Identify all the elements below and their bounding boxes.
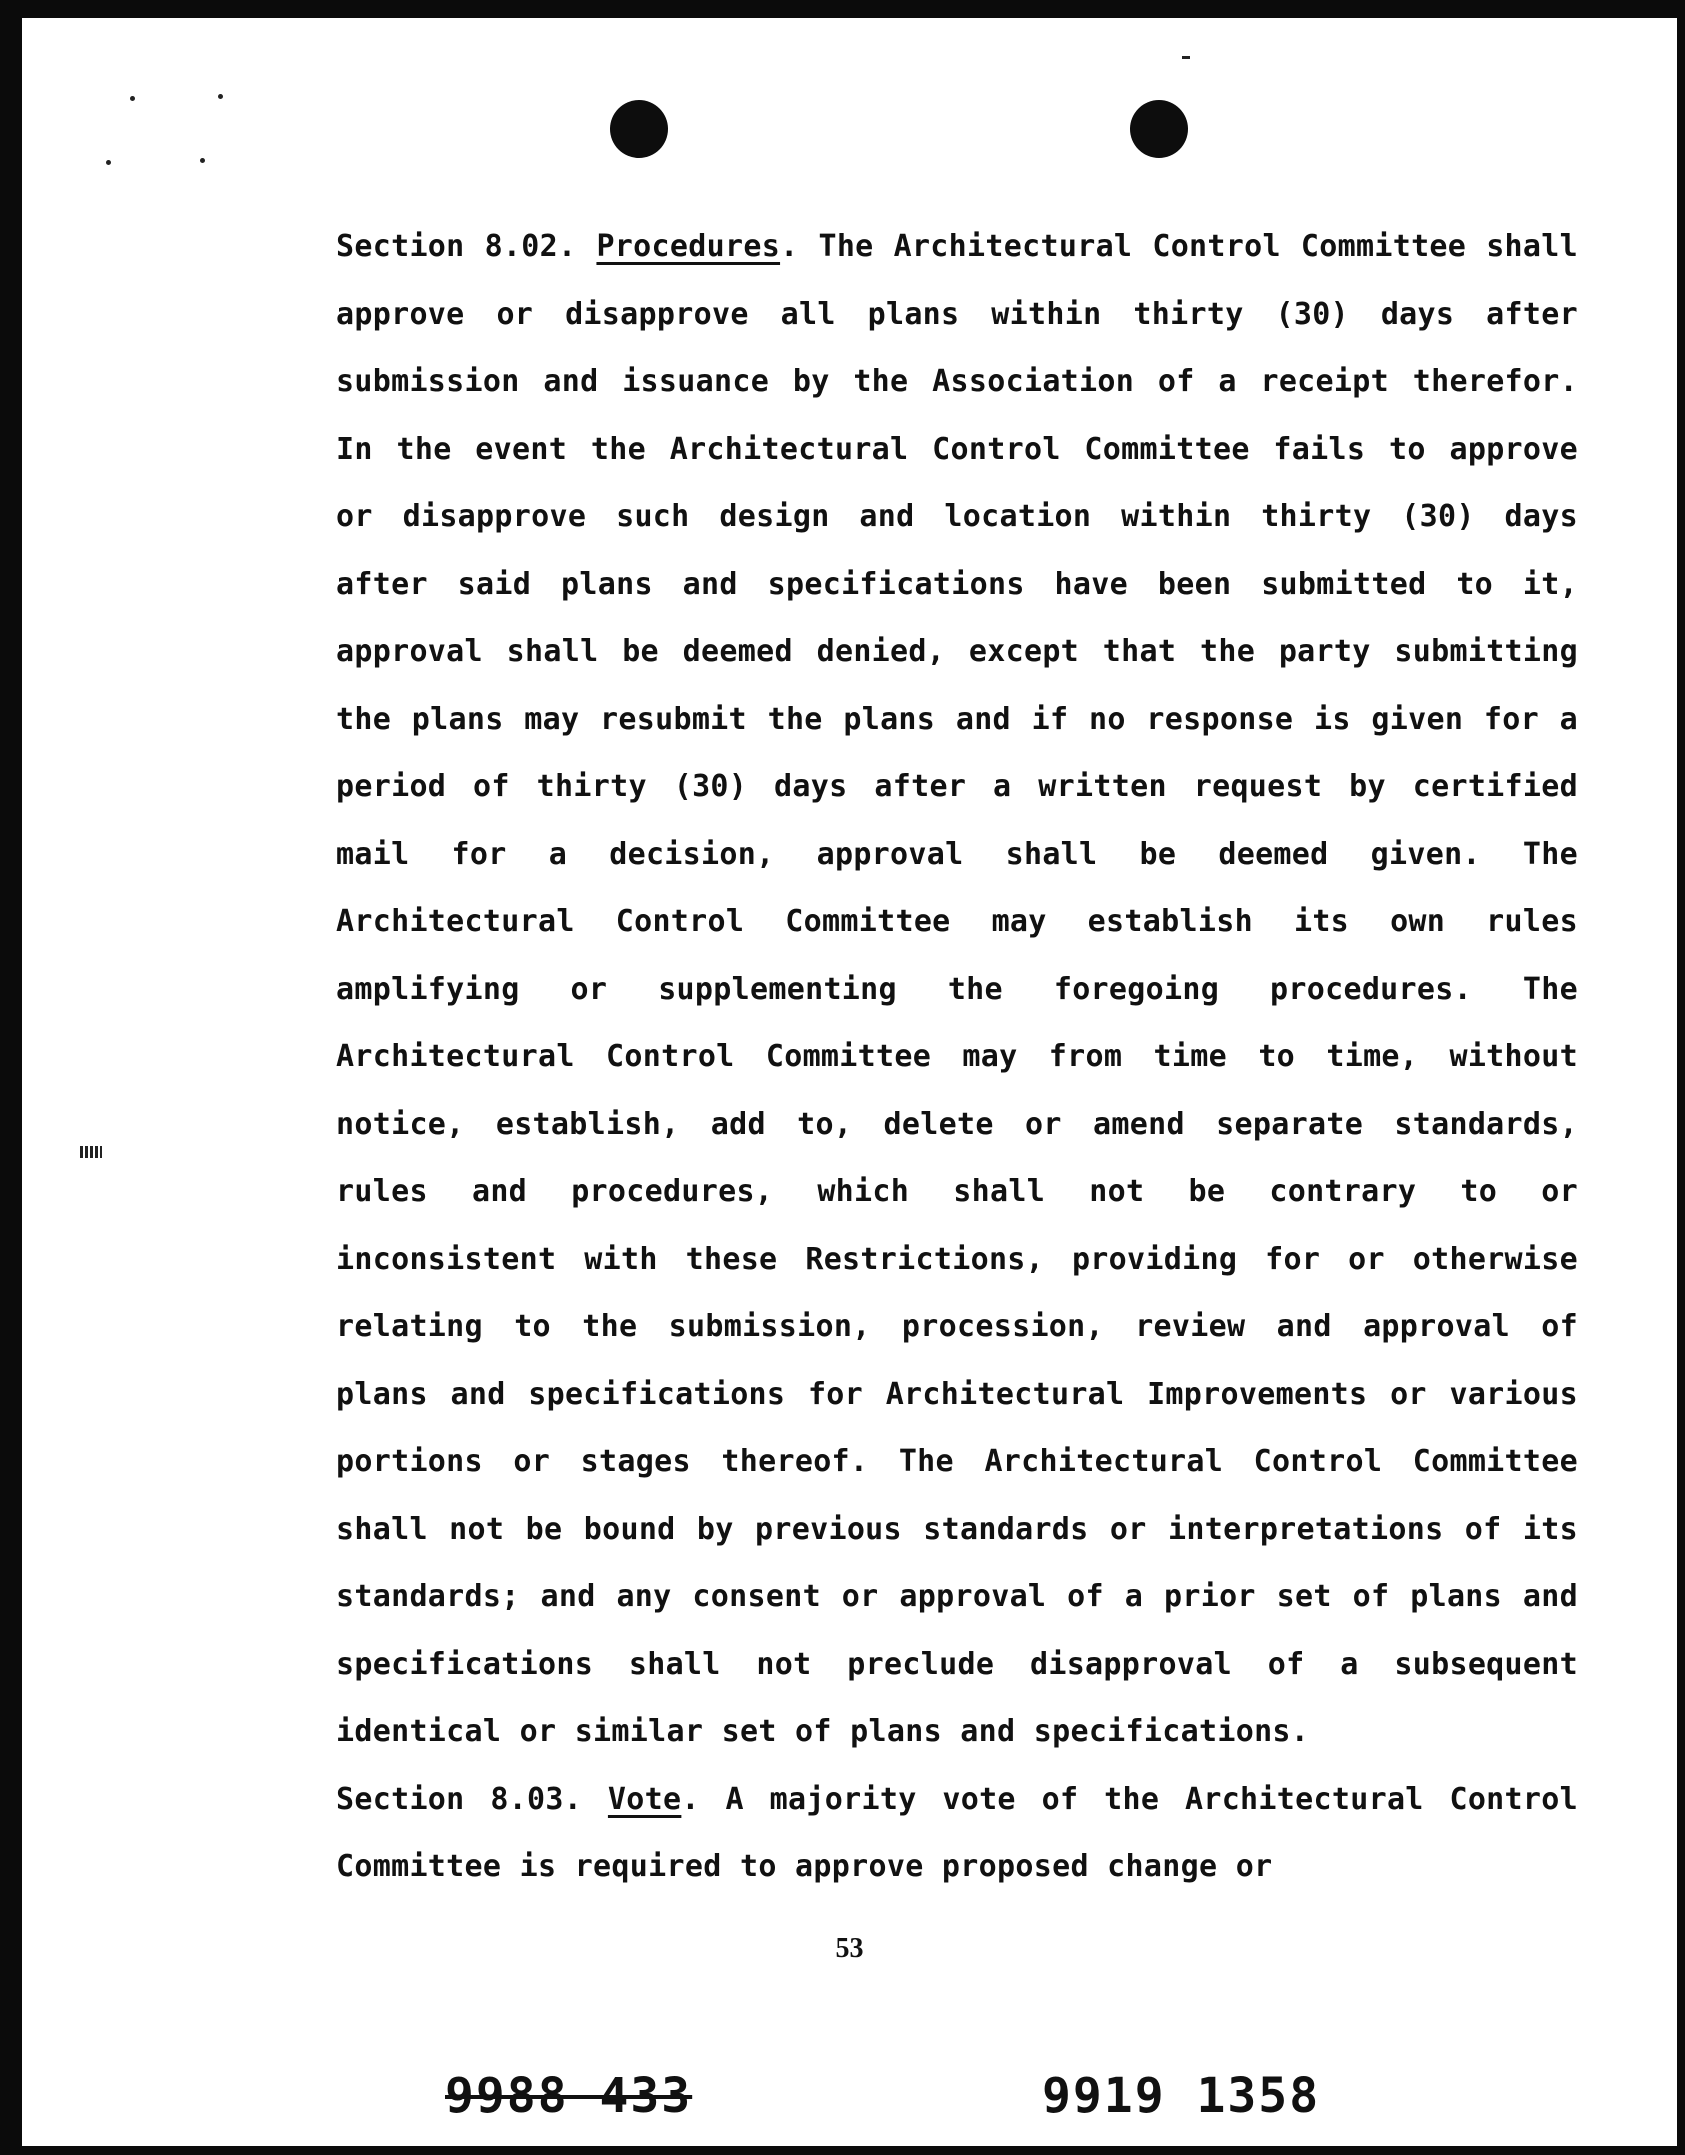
- section-8-02-label: Section 8.02.: [336, 229, 577, 264]
- document-number-stamp: 9919 1358: [1042, 2068, 1321, 2124]
- body-text: [240, 213, 1578, 1901]
- section-8-02-text: . The Architectural Control Committee shall approve or disapprove all plans within thirty (30) days after submission and issuance by the Association of a receipt therefor. In the event the Architectural Control Committee fails to approve or disapprove such design and location within thirty (30) days after said plans and specifications have been submitted to it, approval shall be deemed denied, except that the party submitting the plans may resubmit the plans and if no response is given for a period of thirty (30) days after a written request by certified mail for a decision, approval shall be deemed given. The Architectural Control Committee may establish its own rules amplifying or supplementing the foregoing procedures. The Architectural Control Committee may from time to time, without notice, establish, add to, delete or amend separate standards, rules and procedures, which shall not be contrary to or inconsistent with these Restrictions, providing for or otherwise relating to the submission, procession, review and approval of plans and specifications for Architectural Improvements or various portions or stages thereof. The Architectural Control Committee shall not be bound by previous standards or interpretations of its standards; and any consent or approval of a prior set of plans and specifications shall not preclude disapproval of a subsequent identical or similar set of plans and specifications.: [336, 229, 1579, 1749]
- page-number: 53: [835, 1933, 864, 1964]
- section-8-03-paragraph: [240, 1766, 1578, 1901]
- section-8-02-paragraph: [240, 213, 1578, 1766]
- document-page: [22, 18, 1677, 2146]
- margin-mark: [80, 1146, 102, 1158]
- scan-speck: [218, 94, 223, 99]
- section-8-03-title: Vote: [607, 1781, 682, 1817]
- section-8-03-label: Section 8.03.: [336, 1781, 583, 1817]
- section-8-02-title: Procedures: [596, 229, 781, 264]
- scan-speck: [130, 96, 135, 101]
- section-8-03-text: . A majority vote of the Architectural Control Committee is required to approve proposed change or: [336, 1781, 1578, 1884]
- scan-speck: [106, 160, 111, 165]
- scan-speck: [200, 158, 205, 163]
- punch-hole-right: [1130, 100, 1188, 158]
- scan-speck: [1182, 56, 1190, 59]
- struck-document-number: 9988 433: [445, 2068, 693, 2124]
- punch-hole-left: [610, 100, 668, 158]
